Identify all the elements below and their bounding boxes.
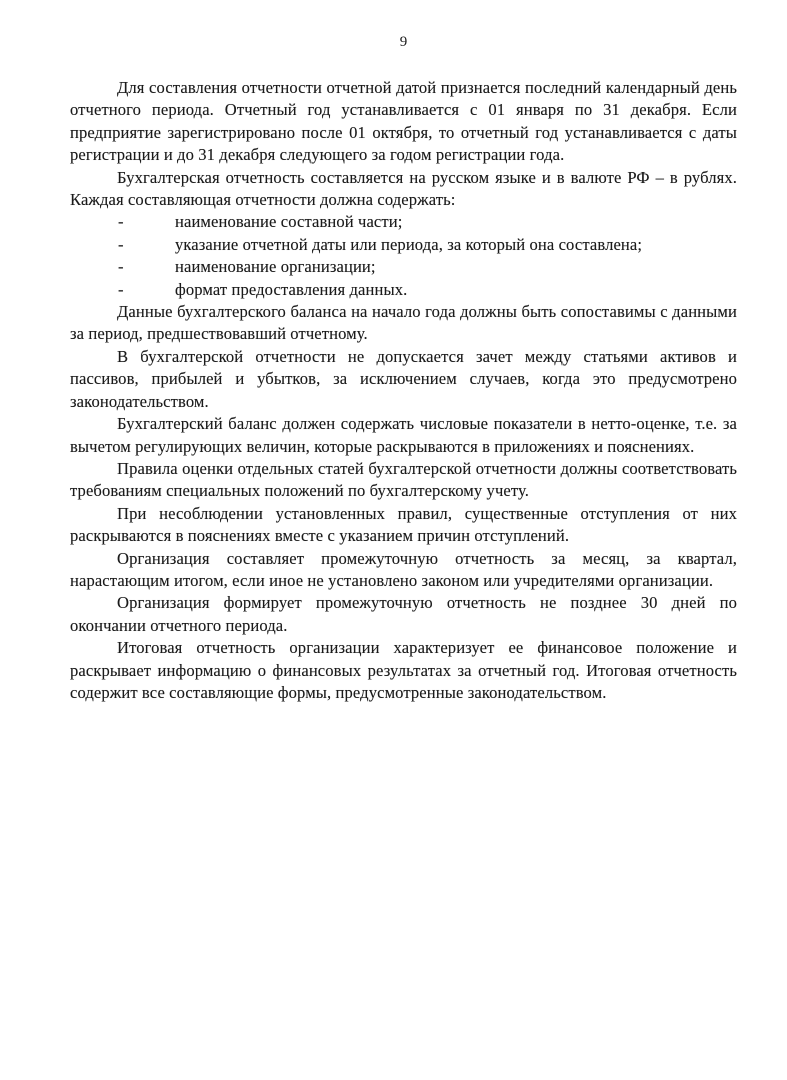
list-item xyxy=(70,234,737,256)
document-body xyxy=(70,77,737,704)
paragraph: Правила оценки отдельных статей бухгалтерской отчетности должны соответствовать требованиям специальных положений по бухгалтерскому учету. xyxy=(70,458,737,501)
list-item-dash: - xyxy=(118,257,124,277)
paragraph: Итоговая отчетность организации характеризует ее финансовое положение и раскрывает информацию о финансовых результатах за отчетный год. Итоговая отчетность содержит все составляющие формы, предусмотренные законодательством. xyxy=(70,638,737,702)
paragraph: Организация формирует промежуточную отчетность не позднее 30 дней по окончании отчетного периода. xyxy=(70,593,737,635)
paragraph: В бухгалтерской отчетности не допускается зачет между статьями активов и пассивов, прибылей и убытков, за исключением случаев, когда это предусмотрено законодательством. xyxy=(70,346,737,411)
list-item xyxy=(70,279,737,301)
list-item-text: наименование организации; xyxy=(175,257,376,277)
list-item-dash: - xyxy=(118,212,124,232)
paragraph: При несоблюдении установленных правил, существенные отступления от них раскрываются в пояснениях вместе с указанием причин отступлений. xyxy=(70,503,737,546)
page-header xyxy=(70,33,737,51)
list-item-text: указание отчетной даты или периода, за который она составлена; xyxy=(175,234,643,254)
paragraph: Данные бухгалтерского баланса на начало года должны быть сопоставимы с данными за период, предшествовавший отчетному. xyxy=(70,302,737,344)
list-item xyxy=(70,256,737,278)
paragraph: Бухгалтерская отчетность составляется на русском языке и в валюте РФ – в рублях. Каждая составляющая отчетности должна содержать: xyxy=(70,167,737,210)
paragraph: Бухгалтерский баланс должен содержать числовые показатели в нетто-оценке, т.е. за вычетом регулирующих величин, которые раскрываются в приложениях и пояснениях. xyxy=(70,414,737,456)
list-item-dash: - xyxy=(118,279,124,299)
page-number: 9 xyxy=(399,34,408,50)
list-item-dash: - xyxy=(118,234,124,254)
list-item xyxy=(70,211,737,233)
paragraph: Организация составляет промежуточную отчетность за месяц, за квартал, нарастающим итогом, если иное не установлено законом или учредителями организации. xyxy=(70,548,737,590)
list-item-text: формат предоставления данных. xyxy=(175,279,408,299)
list-item-text: наименование составной части; xyxy=(175,212,403,232)
paragraph: Для составления отчетности отчетной датой признается последний календарный день отчетного периода. Отчетный год устанавливается с 01 января по 31 декабря. Если предприятие зарегистрировано после 01 октября, то отчетный год устанавливается с даты регистрации и до 31 декабря следующего за годом регистрации года. xyxy=(70,78,737,165)
